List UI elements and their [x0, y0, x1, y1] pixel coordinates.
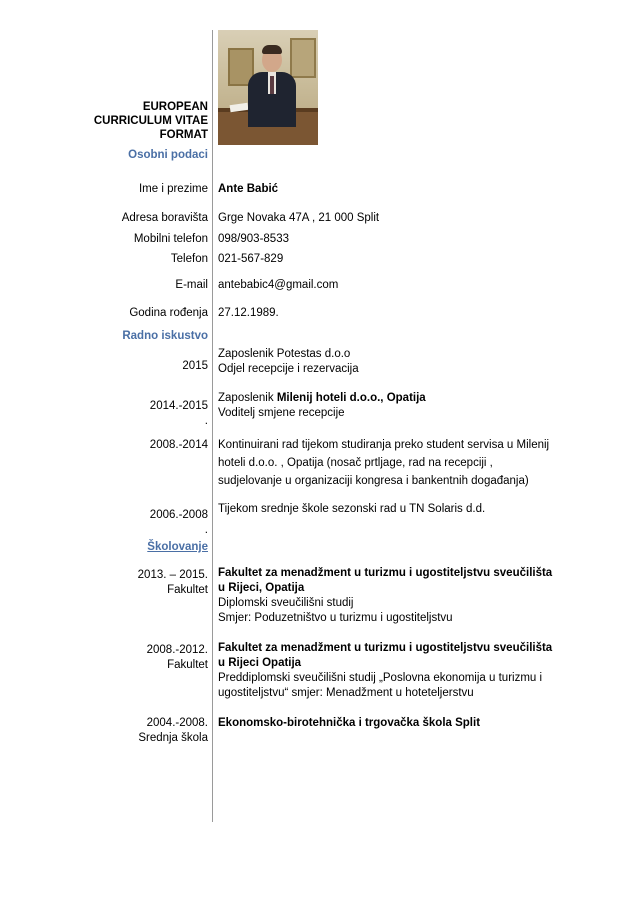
work-entry: [218, 347, 568, 377]
edu-type: Fakultet: [167, 659, 208, 671]
work-line-prefix: Zaposlenik: [218, 392, 277, 404]
work-entry: [218, 502, 568, 517]
work-date: [150, 508, 208, 538]
cv-title-line-1: EUROPEAN: [142, 101, 208, 113]
column-divider: [212, 30, 213, 822]
email-value[interactable]: antebabic4@gmail.com: [218, 279, 339, 291]
cv-title: [94, 100, 208, 142]
section-work: Radno iskustvo: [122, 330, 208, 342]
work-date-dot: .: [204, 415, 208, 427]
work-line: [218, 391, 568, 406]
birth-label: Godina rođenja: [129, 307, 208, 319]
edu-line: Diplomski sveučilišni studij: [218, 597, 354, 609]
mobile-label: Mobilni telefon: [133, 233, 208, 245]
work-line: Voditelj smjene recepcije: [218, 407, 345, 419]
edu-date: [138, 568, 208, 598]
edu-title: u Rijeci Opatija: [218, 657, 302, 669]
edu-title: u Rijeci, Opatija: [218, 582, 305, 594]
work-line: Kontinuirani rad tijekom studiranja preko student servisa u Milenij: [218, 439, 550, 451]
edu-line: Smjer: Poduzetništvo u turizmu i ugostiteljstvu: [218, 612, 453, 624]
birth-value: 27.12.1989.: [218, 307, 279, 319]
edu-title: Ekonomsko-birotehnička i trgovačka škola Split: [218, 717, 481, 729]
work-line: Zaposlenik Potestas d.o.o: [218, 348, 351, 360]
work-date-text: 2014.-2015: [149, 400, 208, 412]
phone-label: Telefon: [170, 253, 208, 265]
work-line: hoteli d.o.o. , Opatija (nosač prtljage, rad na recepciji ,: [218, 457, 493, 469]
work-date: 2008.-2014: [149, 439, 208, 451]
work-entry: [218, 436, 568, 490]
edu-entry: [218, 566, 568, 626]
work-line: sudjelovanje u organizaciji kongresa i bankentnih događanja): [218, 475, 529, 487]
edu-date-text: 2004.-2008.: [146, 717, 208, 729]
phone-value: 021-567-829: [218, 253, 284, 265]
edu-date: [138, 716, 208, 746]
edu-type: Srednja škola: [138, 732, 208, 744]
edu-title: Fakultet za menadžment u turizmu i ugostiteljstvu sveučilišta: [218, 567, 553, 579]
work-date-dot: .: [204, 524, 208, 536]
edu-entry: [218, 716, 568, 731]
address-label: Adresa boravišta: [121, 212, 208, 224]
email-label: E-mail: [175, 279, 208, 291]
work-entry: [218, 391, 568, 421]
cv-title-line-3: FORMAT: [159, 129, 208, 141]
edu-entry: [218, 641, 568, 701]
edu-title: Fakultet za menadžment u turizmu i ugostiteljstvu sveučilišta: [218, 642, 553, 654]
work-date: 2015: [182, 360, 208, 372]
cv-title-line-2: CURRICULUM VITAE: [93, 115, 208, 127]
name-label: Ime i prezime: [138, 183, 208, 195]
edu-date: [147, 643, 208, 673]
work-employer: Milenij hoteli d.o.o., Opatija: [276, 392, 426, 404]
work-line: Tijekom srednje škole sezonski rad u TN Solaris d.d.: [218, 503, 486, 515]
edu-date-text: 2008.-2012.: [146, 644, 208, 656]
address-value: Grge Novaka 47A , 21 000 Split: [218, 212, 380, 224]
work-line: Odjel recepcije i rezervacija: [218, 363, 359, 375]
mobile-value: 098/903-8533: [218, 233, 289, 245]
work-date: [150, 399, 208, 429]
edu-type: Fakultet: [167, 584, 208, 596]
profile-photo: [218, 30, 318, 145]
edu-line: ugostiteljstvu“ smjer: Menadžment u hoteteljerstvu: [218, 687, 474, 699]
work-date-text: 2006.-2008: [149, 509, 208, 521]
edu-line: Preddiplomski sveučilišni studij „Poslovna ekonomija u turizmu i: [218, 672, 543, 684]
edu-date-text: 2013. – 2015.: [137, 569, 208, 581]
section-education: Školovanje: [147, 541, 208, 553]
section-personal: Osobni podaci: [128, 149, 208, 161]
name-value: Ante Babić: [218, 183, 279, 195]
